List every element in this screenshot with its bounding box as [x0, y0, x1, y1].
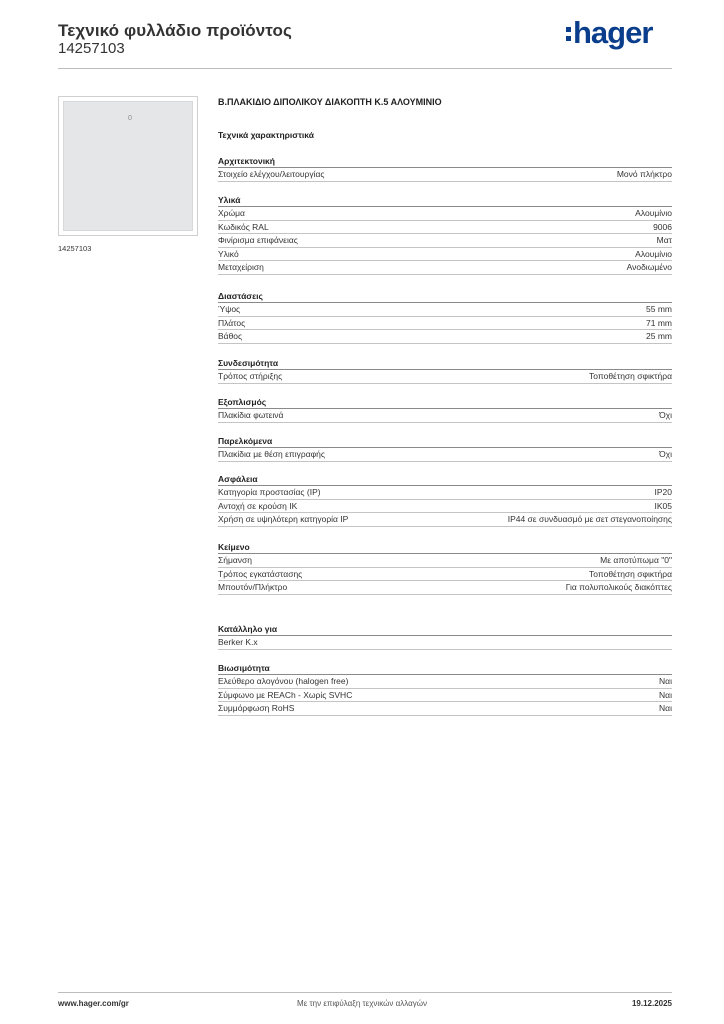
- spec-value: Αλουμίνιο: [635, 208, 672, 218]
- spec-key: Ύψος: [218, 304, 241, 314]
- spec-value: Τοποθέτηση σφικτήρα: [588, 371, 672, 381]
- spec-row: [218, 513, 672, 527]
- spec-key: Συμμόρφωση RoHS: [218, 703, 295, 713]
- section-materials: [218, 194, 672, 275]
- spec-row: [218, 554, 672, 568]
- spec-key: Τρόπος εγκατάστασης: [218, 568, 303, 579]
- spec-row: [218, 409, 672, 423]
- product-image-caption: 14257103: [58, 244, 92, 253]
- hager-logo: [566, 14, 652, 50]
- footer-website-link[interactable]: www.hager.com/gr: [58, 999, 129, 1008]
- footer-date: 19.12.2025: [631, 999, 672, 1008]
- spec-row: [218, 234, 672, 248]
- spec-value: IP20: [654, 487, 672, 497]
- footer-divider: [58, 992, 672, 993]
- product-name: Β.ΠΛΑΚΙΔΙΟ ΔΙΠΟΛΙΚΟΥ ΔΙΑΚΟΠΤΗ Κ.5 ΑΛΟΥΜΙΝΙΟ: [218, 97, 442, 107]
- spec-value: Όχι: [659, 449, 672, 459]
- spec-value: Όχι: [659, 410, 672, 420]
- spec-row: [218, 448, 672, 462]
- section-title: Ασφάλεια: [218, 473, 672, 486]
- spec-key: Κωδικός RAL: [218, 221, 269, 232]
- spec-value: Για πολυπολικούς διακόπτες: [565, 582, 672, 592]
- spec-value: 71 mm: [646, 317, 672, 328]
- product-image-mark: 0: [128, 115, 132, 122]
- spec-value: Αλουμίνιο: [635, 248, 672, 259]
- spec-row: [218, 370, 672, 384]
- spec-value: IP44 σε συνδυασμό με σετ στεγανοποίησης: [507, 514, 672, 524]
- spec-row: [218, 500, 672, 514]
- spec-key: Σήμανση: [218, 555, 253, 565]
- header-divider: [58, 68, 672, 69]
- spec-value: Ματ: [656, 235, 672, 245]
- spec-key: Αντοχή σε κρούση IK: [218, 500, 298, 511]
- spec-key: Φινίρισμα επιφάνειας: [218, 235, 298, 245]
- spec-key: Σύμφωνο με REACh - Χωρίς SVHC: [218, 689, 353, 700]
- section-safety: [218, 473, 672, 527]
- spec-key: Βάθος: [218, 331, 243, 341]
- spec-value: Με αποτύπωμα "0": [600, 555, 672, 565]
- section-architecture: [218, 155, 672, 182]
- spec-key: Υλικό: [218, 248, 239, 259]
- section-text: [218, 541, 672, 595]
- section-equipment: [218, 396, 672, 423]
- logo-text: hager: [573, 14, 653, 50]
- section-connectivity: [218, 357, 672, 384]
- spec-key: Τρόπος στήριξης: [218, 371, 283, 381]
- spec-row: [218, 207, 672, 221]
- section-title: Βιωσιμότητα: [218, 662, 672, 675]
- spec-value: Τοποθέτηση σφικτήρα: [588, 568, 672, 579]
- spec-row: [218, 248, 672, 262]
- product-image: [63, 101, 193, 231]
- section-title: Κατάλληλο για: [218, 623, 672, 636]
- spec-value: 25 mm: [646, 331, 672, 341]
- spec-key: Μεταχείριση: [218, 262, 264, 272]
- spec-key: Πλάτος: [218, 317, 246, 328]
- spec-row: [218, 168, 672, 182]
- spec-value: Μονό πλήκτρο: [616, 169, 672, 179]
- spec-value: Ναι: [659, 676, 672, 686]
- spec-value: Ανοδιωμένο: [626, 262, 672, 272]
- spec-row: [218, 581, 672, 595]
- spec-value: Ναι: [659, 703, 672, 713]
- spec-key: Πλακίδια με θέση επιγραφής: [218, 449, 325, 459]
- spec-key: Στοιχείο ελέγχου/λειτουργίας: [218, 169, 325, 179]
- spec-key: Κατηγορία προστασίας (IP): [218, 487, 321, 497]
- product-image-frame: [58, 96, 198, 236]
- section-title: Παρελκόμενα: [218, 435, 672, 448]
- product-code-header: 14257103: [58, 40, 125, 57]
- section-suitable-for: [218, 623, 672, 650]
- section-title: Διαστάσεις: [218, 290, 672, 303]
- spec-value: 55 mm: [646, 304, 672, 314]
- section-title: Υλικά: [218, 194, 672, 207]
- spec-value: IK05: [654, 500, 672, 511]
- page-title: Τεχνικό φυλλάδιο προϊόντος: [58, 21, 292, 40]
- section-title: Αρχιτεκτονική: [218, 155, 672, 168]
- spec-row: [218, 568, 672, 582]
- spec-value: 9006: [653, 221, 672, 232]
- section-dimensions: [218, 290, 672, 344]
- spec-key: Berker K.x: [218, 637, 258, 647]
- section-sustainability: [218, 662, 672, 716]
- footer-notice: Με την επιφύλαξη τεχνικών αλλαγών: [297, 999, 427, 1008]
- section-title: Εξοπλισμός: [218, 396, 672, 409]
- spec-row: [218, 261, 672, 275]
- spec-row: [218, 702, 672, 716]
- spec-row: [218, 303, 672, 317]
- spec-row: [218, 486, 672, 500]
- spec-key: Χρώμα: [218, 208, 245, 218]
- spec-row: [218, 221, 672, 235]
- spec-key: Ελεύθερο αλογόνου (halogen free): [218, 676, 349, 686]
- spec-row: [218, 636, 672, 650]
- spec-key: Πλακίδια φωτεινά: [218, 410, 284, 420]
- section-title: Συνδεσιμότητα: [218, 357, 672, 370]
- spec-key: Χρήση σε υψηλότερη κατηγορία IP: [218, 514, 349, 524]
- spec-row: [218, 330, 672, 344]
- spec-value: Ναι: [659, 689, 672, 700]
- spec-key: Μπουτόν/Πλήκτρο: [218, 582, 288, 592]
- section-accessories: [218, 435, 672, 462]
- spec-row: [218, 675, 672, 689]
- spec-row: [218, 317, 672, 331]
- spec-row: [218, 689, 672, 703]
- specs-heading: Τεχνικά χαρακτηριστικά: [218, 130, 314, 140]
- section-title: Κείμενο: [218, 541, 672, 554]
- logo-dots-icon: [566, 27, 571, 41]
